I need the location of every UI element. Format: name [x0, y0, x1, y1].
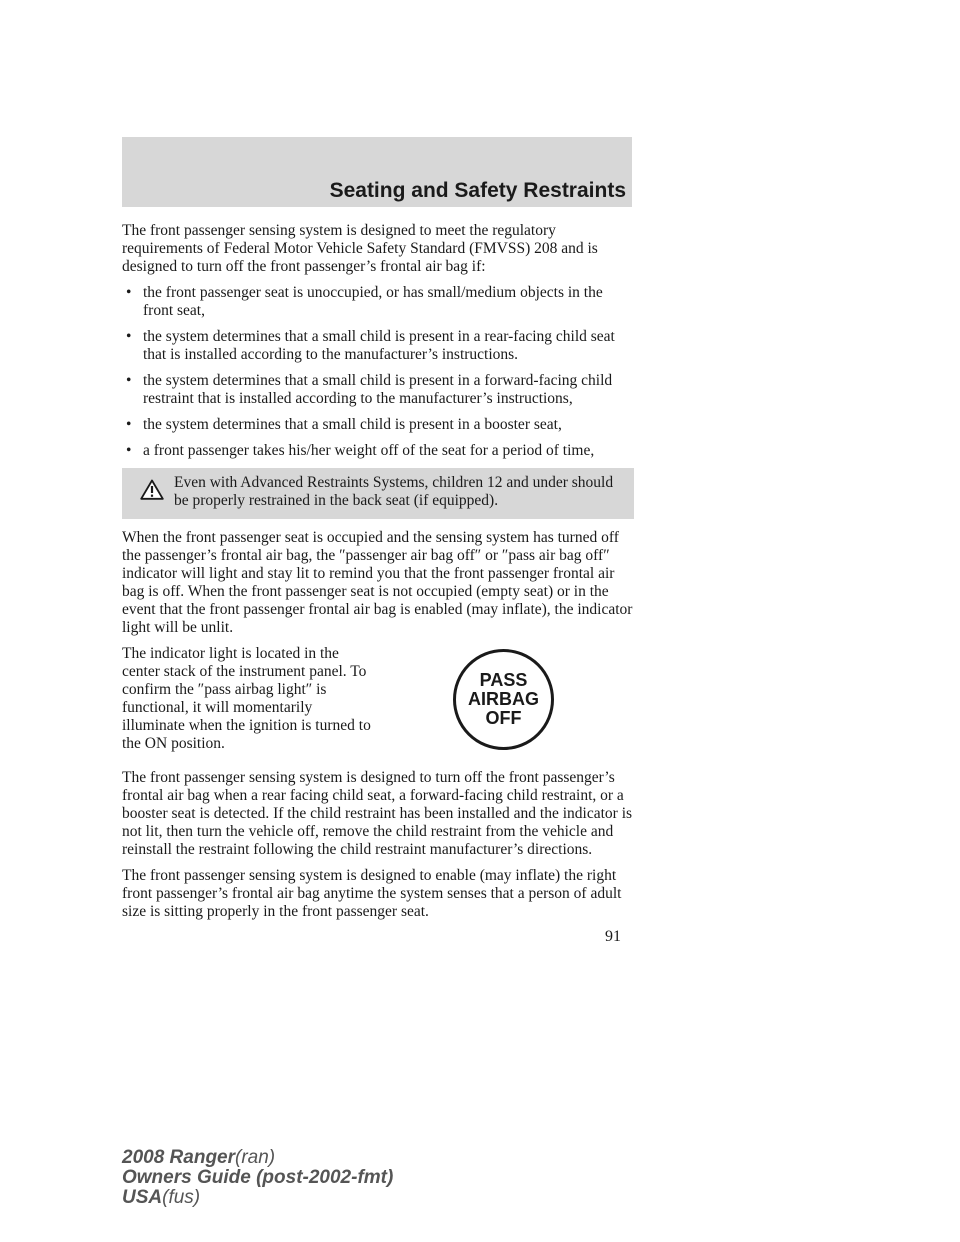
- warning-triangle-icon: [140, 479, 164, 500]
- list-item-text: the system determines that a small child is present in a forward-facing child restraint that is installed according to the manufacturer’s instructions,: [143, 372, 613, 407]
- pass-airbag-off-indicator-icon: [453, 649, 554, 750]
- list-item: [122, 372, 634, 408]
- section-title: Seating and Safety Restraints: [329, 179, 626, 202]
- list-item-text: the front passenger seat is unoccupied, or has small/medium objects in the front seat,: [143, 284, 603, 319]
- warning-box: [122, 468, 634, 519]
- badge-line-airbag: AIRBAG: [468, 689, 539, 709]
- list-item: [122, 442, 634, 460]
- document-footer: [122, 1148, 393, 1208]
- badge-line-off: OFF: [485, 708, 522, 728]
- footer-line-model: [122, 1148, 393, 1168]
- section-header: [122, 137, 632, 207]
- bullet-icon: •: [126, 372, 132, 389]
- list-item: [122, 416, 634, 434]
- footer-line-market: [122, 1188, 393, 1208]
- page-number: 91: [605, 928, 621, 945]
- bullet-icon: •: [126, 284, 132, 301]
- indicator-section: [122, 645, 634, 760]
- list-item-text: the system determines that a small child is present in a rear-facing child seat that is installed according to the manufacturer’s instructions.: [143, 328, 615, 363]
- footer-guide-format: Owners Guide (post-2002-fmt): [122, 1167, 394, 1188]
- list-item: [122, 284, 634, 320]
- bullet-icon: •: [126, 442, 132, 459]
- list-item-text: the system determines that a small child is present in a booster seat,: [143, 416, 562, 433]
- indicator-off-paragraph: When the front passenger seat is occupied and the sensing system has turned off the passenger’s frontal air bag, the ″passenger air bag off″ or ″pass air bag off″ indicator will light and stay lit to remind you that the front passenger frontal air bag is off. When the front passenger seat is not occupied (empty seat) or in the event that the front passenger frontal air bag is enabled (may inflate), the indicator light will be unlit.: [122, 529, 633, 636]
- bullet-list: [122, 284, 634, 460]
- page-content: [122, 222, 634, 929]
- bullet-icon: •: [126, 328, 132, 345]
- turn-off-paragraph: The front passenger sensing system is designed to turn off the front passenger’s frontal air bag when a rear facing child seat, a forward-facing child restraint, or a booster seat is detected. If the child restraint has been installed and the indicator is not lit, then turn the vehicle off, remove the child restraint from the vehicle and reinstall the restraint following the child restraint manufacturer’s directions.: [122, 769, 633, 858]
- list-item-text: a front passenger takes his/her weight off of the seat for a period of time,: [143, 442, 595, 459]
- indicator-location-paragraph: The indicator light is located in the center stack of the instrument panel. To confirm the ″pass airbag light″ is functional, it will momentarily illuminate when the ignition is turned to the ON position.: [122, 645, 371, 752]
- list-item: [122, 328, 634, 364]
- warning-text: Even with Advanced Restraints Systems, children 12 and under should be properly restrained in the back seat (if equipped).: [174, 474, 614, 509]
- badge-line-pass: PASS: [479, 670, 528, 690]
- footer-market: USA: [122, 1187, 163, 1208]
- footer-model: 2008 Ranger: [122, 1147, 236, 1168]
- enable-paragraph: The front passenger sensing system is designed to enable (may inflate) the right front passenger’s frontal air bag anytime the system senses that a person of adult size is sitting properly in the front passenger seat.: [122, 867, 622, 920]
- bullet-icon: •: [126, 416, 132, 433]
- footer-market-code: (fus): [162, 1187, 201, 1208]
- footer-model-code: (ran): [235, 1147, 276, 1168]
- intro-paragraph: The front passenger sensing system is designed to meet the regulatory requirements of Federal Motor Vehicle Safety Standard (FMVSS) 208 and is designed to turn off the front passenger’s frontal air bag if:: [122, 222, 598, 275]
